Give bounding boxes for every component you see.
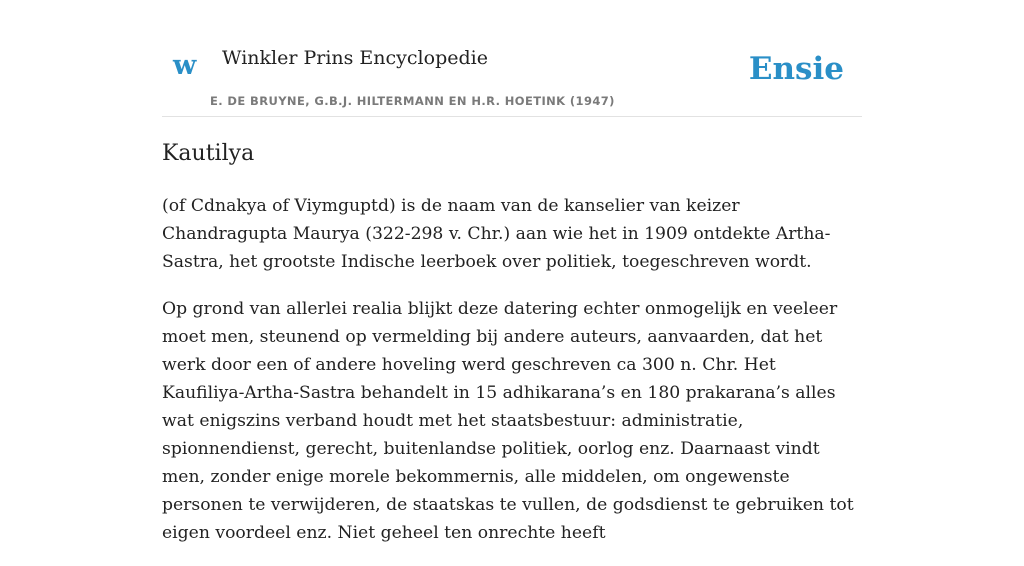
winkler-prins-logo[interactable]: w — [173, 50, 197, 81]
site-header — [162, 0, 862, 117]
article-body — [162, 192, 862, 566]
article-title: Kautilya — [162, 141, 255, 166]
main-content — [162, 0, 862, 543]
site-title: Winkler Prins Encyclopedie — [222, 47, 488, 69]
site-subtitle: E. DE BRUYNE, G.B.J. HILTERMANN EN H.R. HOETINK (1947) — [210, 94, 615, 108]
ensie-brand-link[interactable]: Ensie — [748, 51, 844, 87]
article-paragraph-1: (of Cdnakya of Viymguptd) is de naam van de kanselier van keizer Chandragupta Maurya (322-298 v. Chr.) aan wie het in 1909 ontdekte Artha-Sastra, het grootste Indische leerboek over politiek, toegeschreven wordt. — [162, 196, 831, 272]
article-paragraph-2: Op grond van allerlei realia blijkt deze datering echter onmogelijk en veeleer moet men, steunend op vermelding bij andere auteurs, aanvaarden, dat het werk door een of andere hoveling werd geschreven ca 300 n. Chr. Het Kaufiliya-Artha-Sastra behandelt in 15 adhikarana’s en 180 prakarana’s alles wat enigszins verband houdt met het staatsbestuur: administratie, spionnendienst, gerecht, buitenlandse politiek, oorlog enz. Daarnaast vindt men, zonder enige morele bekommernis, alle middelen, om ongewenste personen te verwijderen, de staatskas te vullen, de godsdienst te gebruiken tot eigen voordeel enz. Niet geheel ten onrechte heeft — [162, 299, 854, 543]
